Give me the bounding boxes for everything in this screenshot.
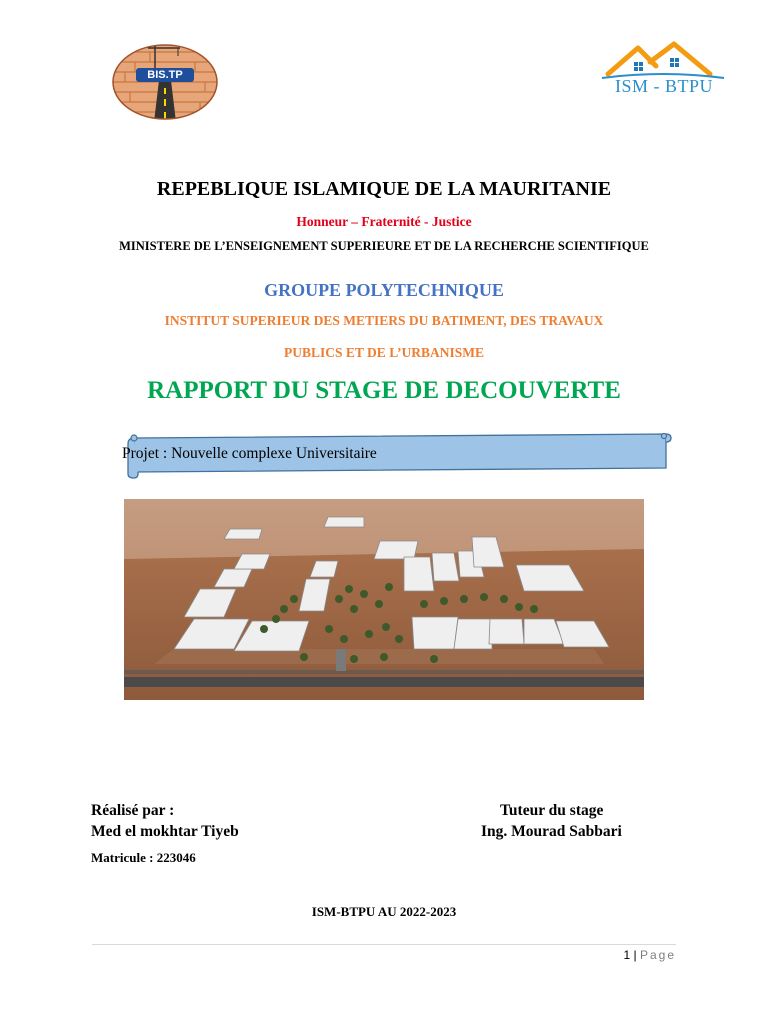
institute-name-line2: PUBLICS ET DE L’URBANISME (284, 345, 484, 360)
tutor-label: Tuteur du stage (500, 802, 604, 819)
ism-btpu-logo (598, 40, 728, 106)
ism-btpu-logo-text: ISM - BTPU (614, 76, 713, 96)
bistp-logo (110, 42, 220, 122)
realise-label: Réalisé par : (91, 802, 175, 819)
academic-year: ISM-BTPU AU 2022-2023 (311, 904, 457, 919)
student-matricule: Matricule : 223046 (91, 850, 196, 865)
tutor-name: Ing. Mourad Sabbari (481, 823, 622, 840)
campus-aerial-image (124, 499, 644, 700)
groupe-heading: GROUPE POLYTECHNIQUE (264, 280, 504, 300)
national-motto: Honneur – Fraternité - Justice (296, 214, 472, 229)
report-title: RAPPORT DU STAGE DE DECOUVERTE (147, 377, 621, 404)
page-word: Page (639, 948, 676, 962)
page-number: 1 (623, 948, 631, 962)
ministry-heading: MINISTERE DE L’ENSEIGNEMENT SUPERIEURE ET DE LA RECHERCHE SCIENTIFIQUE (119, 239, 649, 253)
institute-name-line1: INSTITUT SUPERIEUR DES METIERS DU BATIMENT, DES TRAVAUX (164, 313, 604, 328)
page-footer (623, 948, 676, 962)
footer-divider (92, 944, 676, 945)
page-separator: | (633, 948, 637, 962)
republic-heading: REPEBLIQUE ISLAMIQUE DE LA MAURITANIE (156, 178, 612, 200)
student-name: Med el mokhtar Tiyeb (91, 823, 239, 840)
project-label: Projet : Nouvelle complexe Universitaire (122, 445, 377, 462)
bistp-logo-text: BIS.TP (147, 69, 183, 81)
